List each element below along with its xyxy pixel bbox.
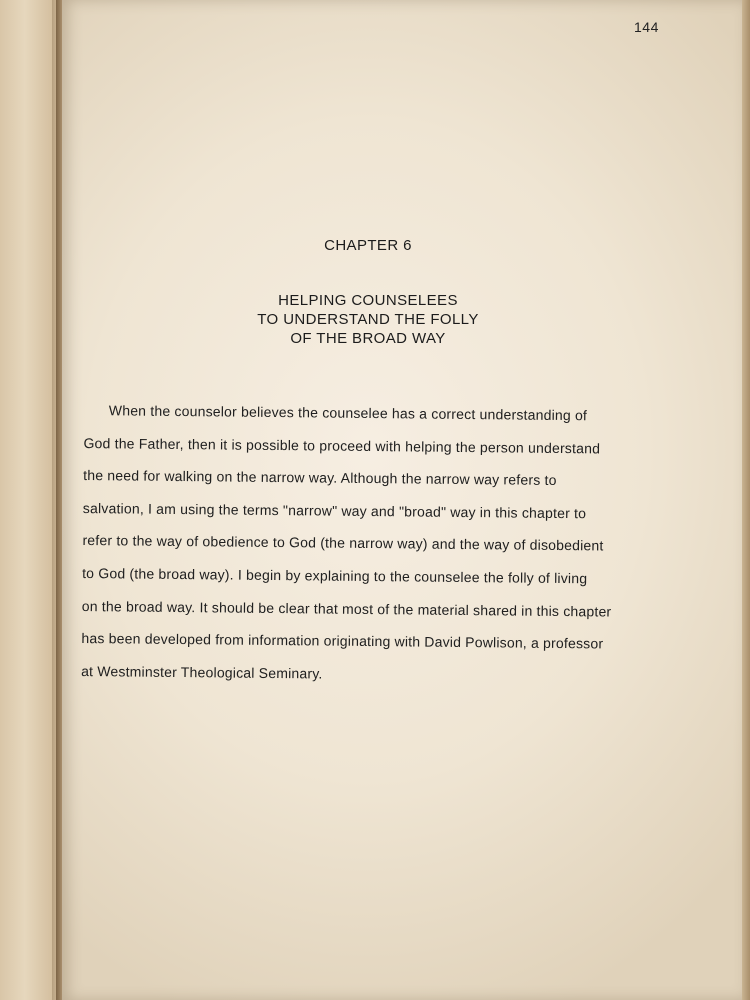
body-line: When the counselor believes the counselee has a correct understanding of <box>108 402 588 424</box>
chapter-title <box>62 291 674 348</box>
body-line: God the Father, then it is possible to proceed with helping the person understand <box>83 434 601 457</box>
body-line: refer to the way of obedience to God (the narrow way) and the way of disobedient <box>82 532 604 554</box>
body-paragraph <box>81 396 674 696</box>
body-line: the need for walking on the narrow way. Although the narrow way refers to <box>83 467 557 489</box>
body-line: has been developed from information originating with David Powlison, a professor <box>81 630 604 652</box>
chapter-title-line: TO UNDERSTAND THE FOLLY <box>257 311 479 328</box>
chapter-title-line: HELPING COUNSELEES <box>278 292 458 309</box>
chapter-title-line: OF THE BROAD WAY <box>290 330 446 347</box>
body-line: on the broad way. It should be clear that most of the material shared in this chapter <box>81 597 612 620</box>
right-page-edge <box>742 0 750 1000</box>
right-page <box>62 0 742 1000</box>
body-line: at Westminster Theological Seminary. <box>81 662 323 682</box>
body-line: to God (the broad way). I begin by explaining to the counselee the folly of living <box>82 564 588 587</box>
body-line: salvation, I am using the terms "narrow" way and "broad" way in this chapter to <box>82 499 587 522</box>
page-number: 144 <box>634 19 659 35</box>
chapter-label: CHAPTER 6 <box>324 237 412 254</box>
